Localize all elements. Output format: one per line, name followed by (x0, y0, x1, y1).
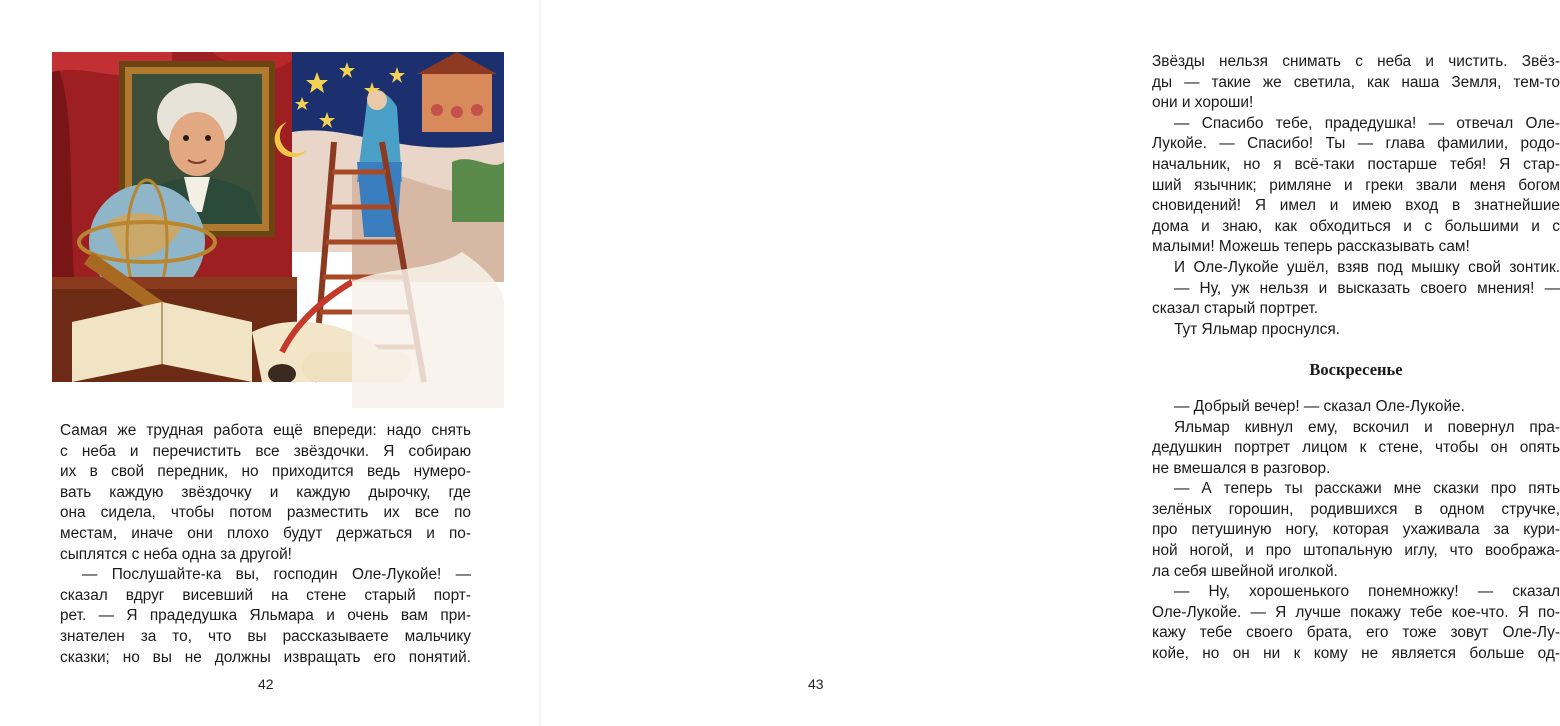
text-line: Тут Яльмар проснулся. (1174, 320, 1340, 338)
text-line: Лукойе. — Спасибо! Ты — глава фамилии, родо- (1152, 135, 1560, 153)
text-line: сказки; но вы не должны извращать его понятий. (60, 648, 471, 666)
section-heading: Воскресенье (1309, 360, 1403, 380)
illustration-portrait-and-ole-lukoie (52, 52, 504, 408)
text-line: она сидела, чтобы потом разместить их все по (60, 504, 471, 522)
right-page (540, 0, 1560, 726)
text-line: малыми! Можешь теперь рассказывать сам! (1152, 238, 1470, 256)
text-line: их в свой передник, но приходится ведь нумеро- (60, 463, 471, 481)
text-line: Оле-Лукойе. — Я лучше покажу тебе кое-что. Я по- (1152, 603, 1560, 621)
text-line: про петушиную ногу, которая ухаживала за кури- (1152, 521, 1560, 539)
text-line: дома и знаю, как обходиться и с большими и с (1152, 217, 1560, 235)
text-line: начальник, но я всё-таки постарше тебя! Я стар- (1152, 155, 1560, 173)
text-line: рет. — Я прадедушка Яльмара и очень вам при- (60, 607, 471, 625)
text-line: они и хороши! (1152, 94, 1254, 112)
text-line: вать каждую звёздочку и каждую дырочку, где (60, 483, 471, 501)
text-line: Самая же трудная работа ещё впереди: надо снять (60, 422, 471, 439)
text-line: ной ногой, и про штопальную иглу, что вообража- (1152, 542, 1560, 560)
text-line: — Ну, хорошенького понемножку! — сказал (1174, 583, 1560, 601)
text-line: сновидений! Я имел и имею вход в знатнейшие (1152, 197, 1560, 215)
text-line: сказал старый портрет. (1152, 300, 1319, 318)
page-number-left: 42 (258, 676, 274, 692)
text-line: кажу тебе своего брата, его тоже зовут Оле-Лу- (1152, 624, 1560, 642)
text-line: ды — такие же светила, как наша Земля, тем-то (1152, 73, 1560, 91)
text-line: сыплятся с неба одна за другой! (60, 545, 292, 563)
text-line: — Послушайте-ка вы, господин Оле-Лукойе! — (82, 566, 471, 584)
text-line: дедушкин портрет лицом к стене, чтобы он опять (1152, 439, 1560, 457)
text-line: знателен за то, что вы рассказываете мальчику (60, 627, 471, 645)
left-page-text (60, 421, 471, 668)
text-line: сказал вдруг висевший на стене старый порт- (60, 586, 471, 604)
text-line: — Добрый вечер! — сказал Оле-Лукойе. (1174, 397, 1465, 415)
text-line: И Оле-Лукойе ушёл, взяв под мышку свой зонтик. (1174, 258, 1560, 276)
left-page (0, 0, 540, 726)
text-line: — Спасибо тебе, прадедушка! — отвечал Оле- (1174, 114, 1560, 132)
illustration-image (52, 52, 504, 408)
text-line: не вмешался в разговор. (1152, 459, 1331, 477)
text-line: зелёных горошин, родившихся в одном стручке, (1152, 500, 1560, 518)
text-line: Звёзды нельзя снимать с неба и чистить. Звёз- (1152, 53, 1560, 70)
right-page-text (1152, 52, 1560, 665)
text-line: с неба и перечистить все звёздочки. Я собираю (60, 442, 471, 460)
text-line: койе, но он ни к кому не является больше од- (1152, 645, 1560, 663)
text-line: местам, иначе они плохо будут держаться и по- (60, 524, 471, 542)
page-number-right: 43 (808, 676, 824, 692)
text-line: — А теперь ты расскажи мне сказки про пять (1174, 480, 1560, 498)
text-line: ла себя швейной иголкой. (1152, 562, 1338, 580)
text-line: — Ну, уж нельзя и высказать своего мнения! — (1174, 279, 1560, 297)
text-line: ший язычник; римляне и греки звали меня богом (1152, 176, 1560, 194)
text-line: Яльмар кивнул ему, вскочил и повернул пра- (1174, 418, 1560, 436)
